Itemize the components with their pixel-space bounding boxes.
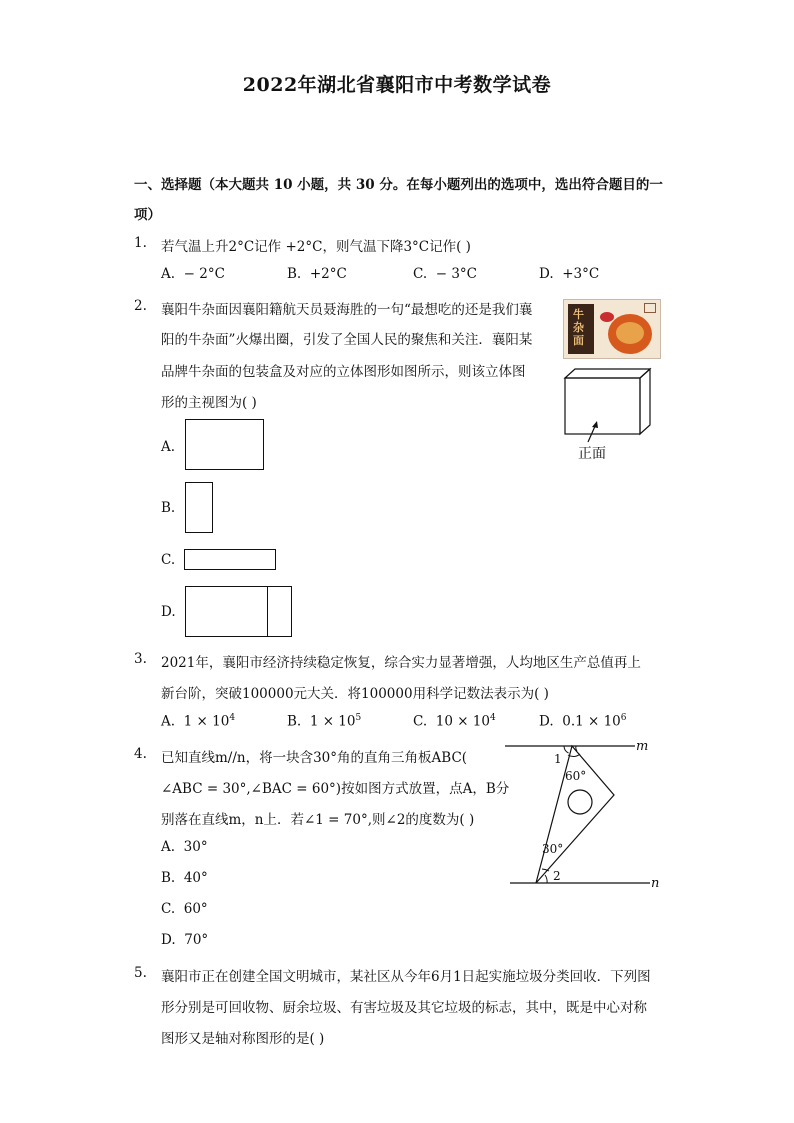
option-text: − 2°C [183, 266, 225, 282]
option-exponent: 4 [229, 713, 236, 723]
q2-line4: 形的主视图为( ) [161, 395, 257, 411]
option-letter: D. [539, 266, 554, 282]
q4-option-b[interactable] [161, 870, 208, 886]
option-base: 0.1 × 10 [562, 713, 621, 730]
label-angle-1: 1 [554, 752, 562, 766]
option-letter: A. [161, 713, 176, 730]
label-angle-60: 60° [565, 769, 587, 783]
q1-option-c[interactable] [413, 266, 477, 282]
q2-number: 2. [134, 298, 147, 314]
q1-number: 1. [134, 235, 147, 251]
q4-line1: 已知直线m//n，将一块含30°角的直角三角板ABC( [161, 750, 468, 766]
option-exponent: 4 [490, 713, 496, 723]
q1-option-a[interactable] [161, 266, 225, 282]
option-letter: D. [539, 713, 554, 730]
q1-text: 若气温上升2°C记作 +2°C，则气温下降3°C记作( ) [161, 239, 471, 255]
option-exponent: 6 [620, 713, 627, 723]
q5-line3: 图形又是轴对称图形的是( ) [161, 1031, 325, 1047]
option-d-divider [267, 587, 268, 636]
cuboid-top-face [565, 369, 650, 378]
option-exponent: 5 [355, 713, 362, 723]
label-angle-2: 2 [553, 869, 561, 883]
q4-number: 4. [134, 746, 147, 762]
q5-line1: 襄阳市正在创建全国文明城市，某社区从今年6月1日起实施垃圾分类回收．下列图 [161, 969, 651, 985]
noodle-package-photo [563, 299, 661, 359]
front-arrow-head [592, 421, 598, 428]
option-letter: C. [161, 901, 176, 917]
exam-title: 2022年湖北省襄阳市中考数学试卷 [242, 74, 552, 96]
triangle-hole [568, 790, 592, 814]
angle-2-arc [545, 875, 547, 883]
noodle-bowl [608, 314, 652, 354]
q4-line3: 别落在直线m，n上．若∠1 = 70°,则∠2的度数为( ) [161, 812, 475, 828]
q4-option-d[interactable] [161, 932, 208, 948]
label-n: n [651, 876, 660, 891]
option-text: 40° [183, 870, 208, 886]
option-letter: B. [287, 713, 302, 730]
section-heading-line1: 一、选择题（本大题共 10 小题，共 30 分。在每小题列出的选项中，选出符合题目的一 [134, 177, 663, 193]
option-letter: A. [161, 266, 176, 282]
option-text: 60° [183, 901, 208, 917]
q4-option-c[interactable] [161, 901, 208, 917]
option-text: 70° [184, 932, 209, 948]
q1-option-b[interactable] [287, 266, 347, 282]
option-letter: B. [287, 266, 302, 282]
q2-option-c-rectangle[interactable] [184, 549, 276, 570]
q3-line1: 2021年，襄阳市经济持续稳定恢复，综合实力显著增强，人均地区生产总值再上 [161, 655, 641, 671]
cuboid-side-face [640, 369, 650, 434]
noodle-contents [616, 322, 644, 344]
option-letter: C. [413, 713, 428, 730]
label-angle-30: 30° [542, 842, 564, 856]
package-badge [600, 312, 614, 322]
q3-option-c[interactable] [413, 713, 496, 730]
q4-option-a[interactable] [161, 839, 208, 855]
q3-option-d[interactable] [539, 713, 627, 730]
q5-number: 5. [134, 965, 147, 981]
package-logo [644, 303, 656, 313]
q2-option-c-letter[interactable]: C. [161, 552, 176, 568]
q2-option-a-rectangle[interactable] [185, 419, 264, 470]
option-text: +3°C [562, 266, 600, 282]
q2-line3: 品牌牛杂面的包装盒及对应的立体图形如图所示，则该立体图 [161, 364, 526, 380]
q3-option-b[interactable] [287, 713, 361, 730]
option-base: 1 × 10 [309, 713, 356, 730]
q4-triangle-figure [500, 735, 670, 895]
option-base: 1 × 10 [183, 713, 230, 730]
section-heading-line2: 项） [134, 207, 161, 223]
q3-line2: 新台阶，突破100000元大关．将100000用科学记数法表示为( ) [161, 686, 549, 702]
option-text: − 3°C [435, 266, 478, 282]
option-letter: B. [161, 870, 176, 886]
front-label: 正面 [578, 446, 606, 462]
q2-option-d-rectangle[interactable] [185, 586, 292, 637]
q2-line2: 阳的牛杂面”火爆出圈，引发了全国人民的聚焦和关注．襄阳某 [161, 332, 533, 348]
q2-option-b-rectangle[interactable] [185, 482, 213, 533]
option-letter: A. [161, 839, 176, 855]
option-text: +2°C [309, 266, 347, 282]
q2-line1: 襄阳牛杂面因襄阳籍航天员聂海胜的一句“最想吃的还是我们襄 [161, 302, 533, 318]
option-text: 30° [183, 839, 208, 855]
option-letter: D. [161, 932, 176, 948]
angle-3-arc [576, 746, 577, 751]
q2-option-b-letter[interactable]: B. [161, 500, 176, 516]
package-brand-text: 牛杂面 [573, 308, 584, 347]
option-letter: C. [413, 266, 428, 282]
q5-line2: 形分别是可回收物、厨余垃圾、有害垃圾及其它垃圾的标志，其中，既是中心对称 [161, 1000, 647, 1016]
cuboid-front-face [565, 378, 640, 434]
q2-cuboid-figure [560, 366, 660, 464]
triangle-abc [536, 746, 614, 883]
option-base: 10 × 10 [435, 713, 490, 730]
q3-number: 3. [134, 651, 147, 667]
q3-option-a[interactable] [161, 713, 235, 730]
q4-line2: ∠ABC = 30°,∠BAC = 60°)按如图方式放置，点A，B分 [161, 781, 510, 797]
q1-option-d[interactable] [539, 266, 599, 282]
angle-1-arc [564, 746, 569, 753]
q2-option-d-letter[interactable]: D. [161, 604, 176, 620]
label-m: m [636, 739, 649, 754]
q2-option-a-letter[interactable]: A. [161, 439, 176, 455]
